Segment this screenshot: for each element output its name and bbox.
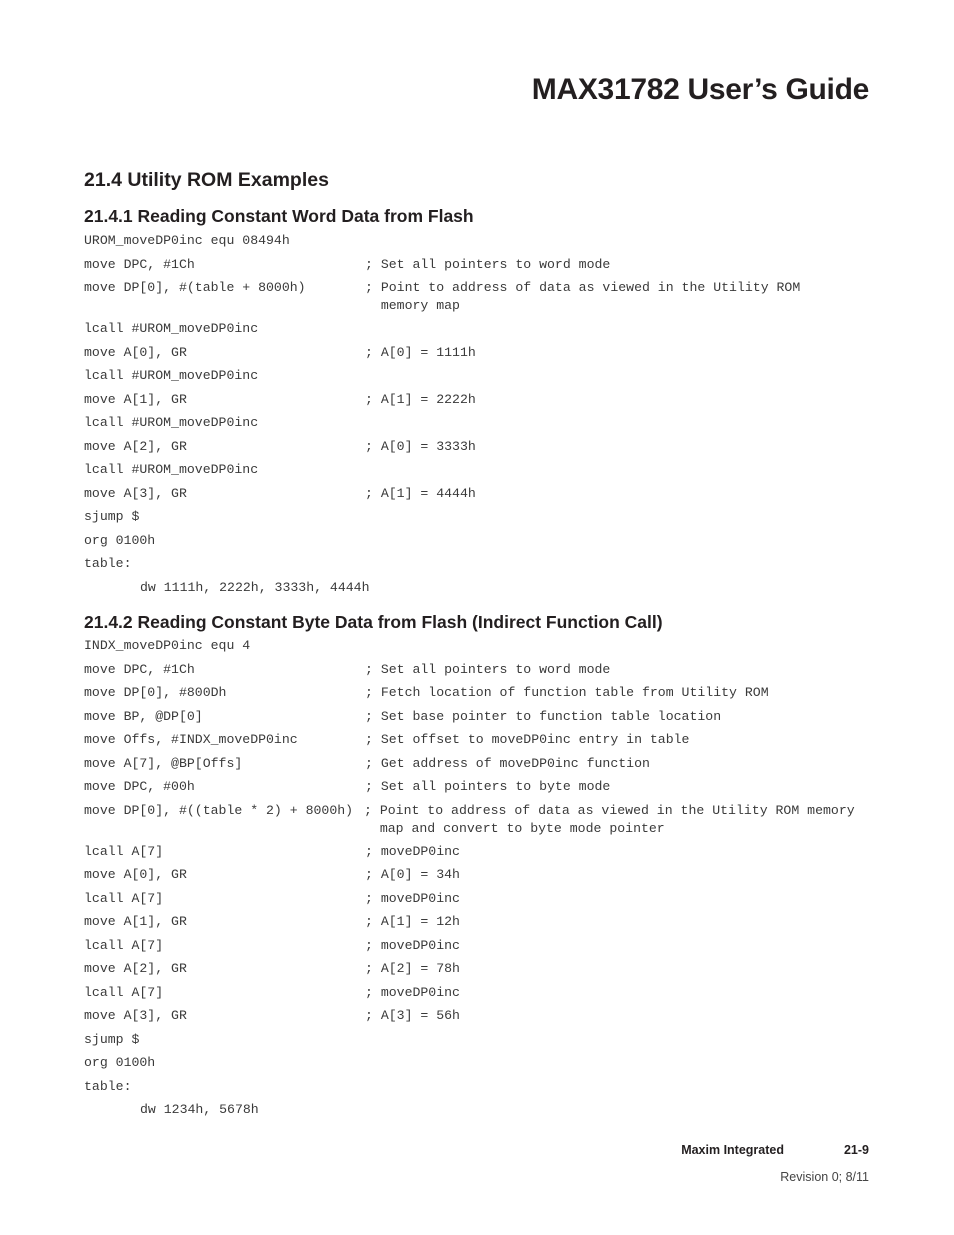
section-title: 21.4 Utility ROM Examples xyxy=(84,169,329,191)
code-instruction: lcall #UROM_moveDP0inc xyxy=(84,415,259,430)
code-comment: ; A[2] = 78h xyxy=(365,961,460,976)
code-instruction: move DP[0], #800Dh xyxy=(84,685,227,700)
code-instruction: move BP, @DP[0] xyxy=(84,708,203,724)
document-title: MAX31782 User’s Guide xyxy=(531,73,869,106)
code-instruction: org 0100h xyxy=(84,532,156,548)
code-line xyxy=(84,1031,874,1055)
code-instruction: move DPC, #00h xyxy=(84,779,195,794)
code-line xyxy=(84,802,874,843)
code-line xyxy=(84,232,874,256)
code-comment: ; A[0] = 3333h xyxy=(365,438,476,454)
code-comment: ; Set all pointers to word mode xyxy=(365,256,611,272)
page-number: 21-9 xyxy=(843,1143,869,1157)
code-instruction: move A[7], @BP[Offs] xyxy=(84,755,243,771)
code-line xyxy=(84,937,874,961)
code-comment: ; A[3] = 56h xyxy=(365,1008,460,1023)
code-line xyxy=(84,461,874,485)
code-line xyxy=(84,778,874,802)
code-listing-word-data xyxy=(84,232,874,602)
code-instruction: move DPC, #1Ch xyxy=(84,256,195,272)
code-line xyxy=(84,256,874,280)
code-instruction: move A[3], GR xyxy=(84,485,187,501)
footer-company: Maxim Integrated xyxy=(681,1143,784,1157)
code-line xyxy=(84,391,874,415)
code-instruction: move A[0], GR xyxy=(84,344,187,360)
code-comment: ; Set base pointer to function table location xyxy=(365,708,722,724)
code-comment: ; A[1] = 12h xyxy=(365,914,460,929)
code-line xyxy=(84,890,874,914)
code-line xyxy=(84,367,874,391)
code-instruction: lcall A[7] xyxy=(84,984,164,1000)
code-line xyxy=(84,279,874,320)
code-line xyxy=(84,708,874,732)
code-line xyxy=(84,1078,874,1102)
code-line xyxy=(84,913,874,937)
code-comment: ; Set all pointers to byte mode xyxy=(365,779,611,794)
code-instruction: org 0100h xyxy=(84,1055,156,1070)
code-instruction: move A[0], GR xyxy=(84,867,187,882)
code-instruction: move DPC, #1Ch xyxy=(84,661,195,677)
code-comment: ; A[0] = 34h xyxy=(365,867,460,882)
code-instruction: lcall A[7] xyxy=(84,890,164,906)
code-comment: ; A[1] = 2222h xyxy=(365,391,476,407)
code-line xyxy=(84,532,874,556)
code-line xyxy=(84,755,874,779)
example-title-word-data: 21.4.1 Reading Constant Word Data from Flash xyxy=(84,206,474,226)
code-line xyxy=(84,1101,874,1125)
code-line xyxy=(84,485,874,509)
code-line xyxy=(84,438,874,462)
code-instruction: lcall #UROM_moveDP0inc xyxy=(84,368,259,383)
code-comment: ; Point to address of data as viewed in the Utility ROM memory map and convert to byte mode pointer xyxy=(364,802,855,836)
code-line xyxy=(84,555,874,579)
code-line xyxy=(84,843,874,867)
code-instruction: move Offs, #INDX_moveDP0inc xyxy=(84,732,298,747)
code-comment: ; moveDP0inc xyxy=(365,890,460,906)
code-instruction: move A[1], GR xyxy=(84,391,187,407)
code-instruction: INDX_moveDP0inc equ 4 xyxy=(84,638,251,653)
code-comment: ; moveDP0inc xyxy=(365,843,460,859)
code-instruction: lcall #UROM_moveDP0inc xyxy=(84,462,259,477)
code-comment: ; Get address of moveDP0inc function xyxy=(365,755,650,771)
code-comment: ; moveDP0inc xyxy=(365,937,460,953)
code-line xyxy=(84,731,874,755)
code-instruction: move A[2], GR xyxy=(84,438,187,454)
code-instruction: lcall A[7] xyxy=(84,937,164,953)
code-line xyxy=(84,984,874,1008)
code-line xyxy=(84,866,874,890)
example-title-byte-data: 21.4.2 Reading Constant Byte Data from Flash (Indirect Function Call) xyxy=(84,612,663,632)
code-instruction: dw 1234h, 5678h xyxy=(140,1102,259,1117)
code-comment: ; Point to address of data as viewed in the Utility ROM memory map xyxy=(365,280,801,313)
code-line xyxy=(84,960,874,984)
code-line xyxy=(84,320,874,344)
code-instruction: lcall A[7] xyxy=(84,843,164,859)
code-comment: ; Set offset to moveDP0inc entry in table xyxy=(365,732,690,747)
code-comment: ; A[0] = 1111h xyxy=(365,344,476,360)
code-comment: ; moveDP0inc xyxy=(365,984,460,1000)
code-line xyxy=(84,684,874,708)
code-instruction: move A[1], GR xyxy=(84,914,187,929)
code-instruction: dw 1111h, 2222h, 3333h, 4444h xyxy=(140,579,370,595)
code-line xyxy=(84,414,874,438)
code-line xyxy=(84,661,874,685)
code-comment: ; Fetch location of function table from Utility ROM xyxy=(365,685,769,700)
code-listing-byte-data xyxy=(84,637,874,1125)
code-line xyxy=(84,344,874,368)
code-line xyxy=(84,508,874,532)
code-instruction: sjump $ xyxy=(84,509,140,524)
code-comment: ; A[1] = 4444h xyxy=(365,485,476,501)
code-instruction: move A[2], GR xyxy=(84,961,187,976)
code-instruction: sjump $ xyxy=(84,1031,140,1047)
code-instruction: move DP[0], #(table + 8000h) xyxy=(84,280,306,295)
code-line xyxy=(84,579,874,603)
code-instruction: UROM_moveDP0inc equ 08494h xyxy=(84,233,290,248)
code-instruction: table: xyxy=(84,1078,132,1094)
code-line xyxy=(84,637,874,661)
code-instruction: table: xyxy=(84,556,132,571)
code-line xyxy=(84,1007,874,1031)
code-instruction: move DP[0], #((table * 2) + 8000h) xyxy=(84,802,354,818)
revision-note: Revision 0; 8/11 xyxy=(780,1170,869,1184)
code-comment: ; Set all pointers to word mode xyxy=(365,661,611,677)
code-line xyxy=(84,1054,874,1078)
code-instruction: move A[3], GR xyxy=(84,1008,187,1023)
code-instruction: lcall #UROM_moveDP0inc xyxy=(84,321,259,336)
